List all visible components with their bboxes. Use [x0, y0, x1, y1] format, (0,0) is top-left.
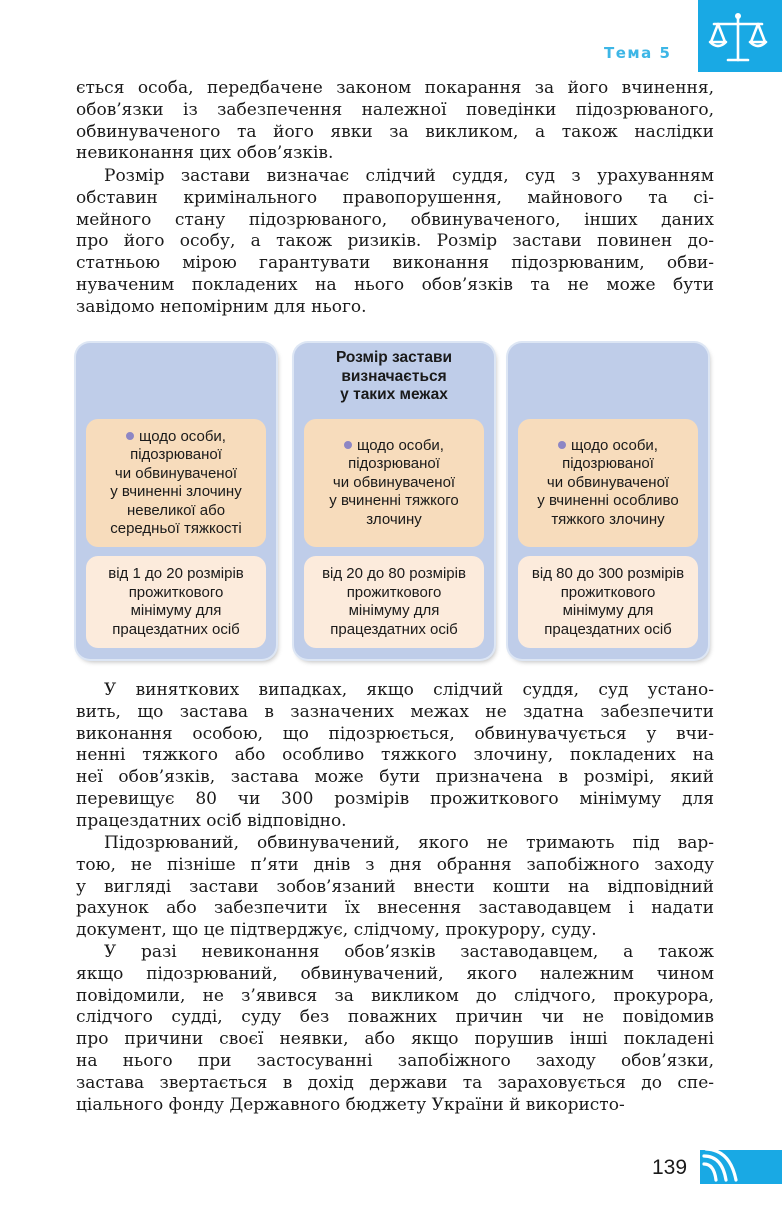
text-line: на нього при застосуванні запобіжного заходу обов’язки,	[76, 1050, 714, 1071]
text-line: перевищує 80 чи 300 розмірів прожиткового мінімуму для	[76, 788, 714, 809]
text-line: завідомо непомірним для нього.	[76, 296, 367, 317]
amount-line: прожиткового	[346, 583, 442, 601]
criteria-line: тяжкого злочину	[551, 510, 665, 528]
diagram-column-2	[294, 343, 494, 659]
theme-label: Тема 5	[604, 44, 672, 62]
criteria-line: щодо особи,	[329, 437, 458, 456]
paragraph-5	[76, 942, 714, 1116]
criteria-line: середньої тяжкості	[110, 520, 242, 537]
bullet-icon	[344, 441, 352, 449]
criteria-line: щодо особи,	[110, 428, 242, 447]
text-line: обов’язки із забезпечення належної поведінки підозрюваного,	[76, 99, 714, 120]
criteria-line: чи обвинуваченої	[546, 473, 670, 491]
text-line: неї обов’язків, застава може бути призначена в розмірі, який	[76, 767, 714, 788]
criteria-line: у вчиненні злочину	[110, 483, 242, 500]
page-number: 139	[652, 1156, 688, 1179]
amount-line: від 1 до 20 розмірів	[108, 565, 244, 582]
criteria-line: підозрюваної	[562, 455, 654, 473]
amount-line: працездатних осіб	[330, 620, 458, 638]
criteria-box-2	[304, 419, 484, 547]
signal-waves-icon	[700, 1150, 782, 1184]
text-line: про його особу, а також ризиків. Розмір застави повинен до-	[76, 231, 714, 252]
criteria-box-3	[518, 419, 698, 547]
text-line: слідчого судді, суду без поважних причин чи не повідомив	[76, 1007, 714, 1028]
text-line: вить, що застава в зазначених межах не здатна забезпечити	[76, 701, 714, 722]
amount-line: працездатних осіб	[544, 620, 672, 638]
text-line: У виняткових випадках, якщо слідчий суддя, суд устано-	[104, 680, 714, 700]
criteria-box-1	[86, 419, 266, 547]
amount-box-3	[518, 556, 698, 648]
bail-amount-diagram	[76, 343, 714, 663]
amount-line: мінімуму для	[130, 602, 222, 619]
criteria-line: злочину	[366, 510, 422, 528]
text-line: нуваченим покладених на нього обов’язків та не може бути	[76, 274, 714, 295]
criteria-line: у вчиненні особливо	[537, 492, 679, 510]
amount-line: від 20 до 80 розмірів	[322, 565, 466, 582]
text-line: ненні тяжкого або особливо тяжкого злочину, покладених на	[76, 745, 714, 766]
text-line: повідомили, не з’явився за викликом до слідчого, прокурора,	[76, 985, 714, 1006]
text-line: застава звертається в дохід держави та зараховується до спе-	[76, 1072, 714, 1093]
text-line: у вигляді застави зобов’язаний внести кошти на відповідний	[76, 876, 714, 897]
amount-box-1	[86, 556, 266, 648]
criteria-line: невеликої або	[126, 501, 226, 519]
amount-line: прожиткового	[560, 583, 656, 601]
amount-line: працездатних осіб	[112, 620, 240, 638]
text-line: статньою мірою гарантувати виконання підозрюваним, обви-	[76, 253, 714, 274]
criteria-line: чи обвинуваченої	[332, 473, 456, 491]
text-line: невиконання цих обов’язків.	[76, 143, 334, 164]
text-line: мейного стану підозрюваного, обвинуваченого, інших даних	[76, 209, 714, 230]
text-line: рахунок або забезпечити їх внесення заставодавцем і надати	[76, 898, 714, 919]
text-line: ціального фонду Державного бюджету України й використо-	[76, 1094, 625, 1115]
criteria-line: підозрюваної	[348, 455, 440, 473]
diagram-column-3	[508, 343, 708, 659]
paragraph-1	[76, 78, 714, 165]
bullet-icon	[558, 441, 566, 449]
criteria-line: чи обвинуваченої	[114, 464, 238, 482]
text-line: якщо підозрюваний, обвинувачений, якого належним чином	[76, 963, 714, 984]
text-line: обставин кримінального правопорушення, майнового та сі-	[76, 187, 714, 208]
bullet-icon	[126, 432, 134, 440]
text-line: Розмір застави визначає слідчий суддя, суд з урахуванням	[104, 166, 714, 186]
text-line: обвинуваченого та його явки за викликом, а також наслідки	[76, 121, 714, 142]
criteria-line: у вчиненні тяжкого	[329, 492, 459, 510]
paragraph-3	[76, 680, 714, 833]
diagram-column-1	[76, 343, 276, 659]
amount-line: мінімуму для	[562, 602, 654, 619]
text-line: ється особа, передбачене законом покарання за його вчинення,	[76, 78, 714, 98]
amount-line: мінімуму для	[348, 602, 440, 619]
amount-line: прожиткового	[128, 583, 224, 601]
amount-box-2	[304, 556, 484, 648]
text-line: документ, що це підтверджує, слідчому, прокурору, суду.	[76, 920, 597, 941]
scales-of-justice-icon	[708, 10, 768, 66]
text-line: про причини своєї неявки, або якщо порушив інші покладені	[76, 1029, 714, 1050]
text-line: працездатних осіб відповідно.	[76, 810, 347, 831]
criteria-line: щодо особи,	[537, 437, 678, 456]
criteria-line: підозрюваної	[130, 446, 222, 463]
paragraph-2	[76, 166, 714, 319]
diagram-heading: Розмір застави визначається у таких межах	[335, 349, 453, 403]
text-line: тою, не пізніше п’яти днів з дня обрання запобіжного заходу	[76, 854, 714, 875]
text-line: виконання особою, що підозрюється, обвинувачується у вчи-	[76, 723, 714, 744]
text-line: Підозрюваний, обвинувачений, якого не тримають під вар-	[104, 833, 714, 853]
text-line: У разі невиконання обов’язків заставодавцем, а також	[104, 942, 714, 962]
paragraph-4	[76, 833, 714, 942]
amount-line: від 80 до 300 розмірів	[531, 565, 685, 582]
